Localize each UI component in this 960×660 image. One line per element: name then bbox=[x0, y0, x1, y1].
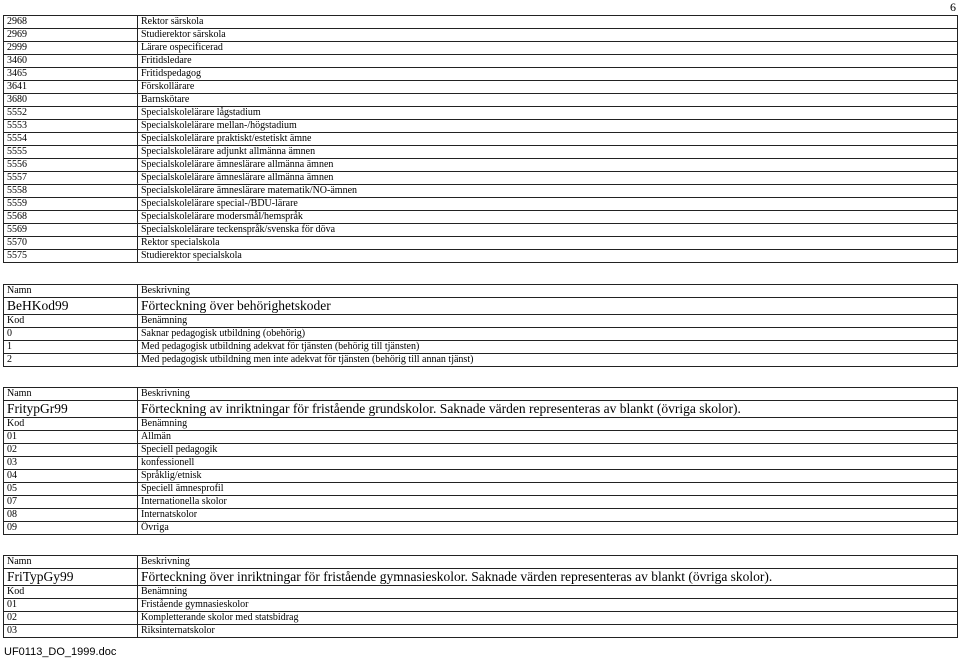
header-kod: Kod bbox=[4, 586, 138, 599]
table-row bbox=[4, 172, 958, 185]
code-cell: 0 bbox=[4, 328, 138, 341]
code-cell: 1 bbox=[4, 341, 138, 354]
table-row bbox=[4, 444, 958, 457]
code-cell: 3465 bbox=[4, 68, 138, 81]
description-cell: Riksinternatskolor bbox=[138, 625, 958, 638]
table-row bbox=[4, 29, 958, 42]
code-cell: 04 bbox=[4, 470, 138, 483]
code-cell: 5554 bbox=[4, 133, 138, 146]
table-row bbox=[4, 341, 958, 354]
roles-code-table bbox=[3, 15, 958, 263]
code-cell: 5553 bbox=[4, 120, 138, 133]
description-cell: Internatskolor bbox=[138, 509, 958, 522]
table-body bbox=[4, 388, 958, 535]
description-cell: Speciell pedagogik bbox=[138, 444, 958, 457]
code-cell: 5557 bbox=[4, 172, 138, 185]
code-cell: 02 bbox=[4, 612, 138, 625]
code-cell: 5559 bbox=[4, 198, 138, 211]
table-row bbox=[4, 120, 958, 133]
table-row bbox=[4, 509, 958, 522]
table-row bbox=[4, 470, 958, 483]
header-benamning: Benämning bbox=[138, 586, 958, 599]
header-namn: Namn bbox=[4, 388, 138, 401]
description-cell: Barnskötare bbox=[138, 94, 958, 107]
code-cell: 05 bbox=[4, 483, 138, 496]
table-body bbox=[4, 285, 958, 367]
table-row bbox=[4, 237, 958, 250]
header-beskrivning: Beskrivning bbox=[138, 556, 958, 569]
table-row bbox=[4, 16, 958, 29]
title-row bbox=[4, 569, 958, 586]
header-benamning: Benämning bbox=[138, 315, 958, 328]
description-cell: Specialskolelärare adjunkt allmänna ämnen bbox=[138, 146, 958, 159]
description-cell: Med pedagogisk utbildning adekvat för tjänsten (behörig till tjänsten) bbox=[138, 341, 958, 354]
description-cell: Specialskolelärare lågstadium bbox=[138, 107, 958, 120]
code-cell: 07 bbox=[4, 496, 138, 509]
header-kod: Kod bbox=[4, 418, 138, 431]
code-cell: 5568 bbox=[4, 211, 138, 224]
description-cell: Kompletterande skolor med statsbidrag bbox=[138, 612, 958, 625]
table-row bbox=[4, 522, 958, 535]
code-cell: 09 bbox=[4, 522, 138, 535]
table-row bbox=[4, 68, 958, 81]
table-row bbox=[4, 599, 958, 612]
header-namn: Namn bbox=[4, 285, 138, 298]
table-row bbox=[4, 625, 958, 638]
table-row bbox=[4, 198, 958, 211]
table-row bbox=[4, 94, 958, 107]
code-cell: 5558 bbox=[4, 185, 138, 198]
code-cell: 5556 bbox=[4, 159, 138, 172]
code-cell: 5570 bbox=[4, 237, 138, 250]
header-kod: Kod bbox=[4, 315, 138, 328]
description-cell: Språklig/etnisk bbox=[138, 470, 958, 483]
code-cell: 3460 bbox=[4, 55, 138, 68]
behkod-table bbox=[3, 284, 958, 367]
header-row bbox=[4, 418, 958, 431]
table-row bbox=[4, 224, 958, 237]
table-row bbox=[4, 431, 958, 444]
code-cell: 03 bbox=[4, 625, 138, 638]
table-row bbox=[4, 81, 958, 94]
code-cell: 2968 bbox=[4, 16, 138, 29]
header-namn: Namn bbox=[4, 556, 138, 569]
classification-name: BeHKod99 bbox=[4, 298, 138, 315]
table-row bbox=[4, 483, 958, 496]
description-cell: Specialskolelärare modersmål/hemspråk bbox=[138, 211, 958, 224]
table-row bbox=[4, 250, 958, 263]
code-cell: 5555 bbox=[4, 146, 138, 159]
table-row bbox=[4, 496, 958, 509]
title-row bbox=[4, 298, 958, 315]
description-cell: Rektor specialskola bbox=[138, 237, 958, 250]
fritypgr-table bbox=[3, 387, 958, 535]
table-row bbox=[4, 55, 958, 68]
classification-description: Förteckning av inriktningar för fristående grundskolor. Saknade värden representeras av blankt (övriga skolor). bbox=[138, 401, 958, 418]
table-row bbox=[4, 612, 958, 625]
description-cell: Studierektor specialskola bbox=[138, 250, 958, 263]
classification-name: FritypGr99 bbox=[4, 401, 138, 418]
table-row bbox=[4, 133, 958, 146]
classification-name: FriTypGy99 bbox=[4, 569, 138, 586]
description-cell: Rektor särskola bbox=[138, 16, 958, 29]
description-cell: Specialskolelärare ämneslärare allmänna ämnen bbox=[138, 172, 958, 185]
table-row bbox=[4, 159, 958, 172]
code-cell: 03 bbox=[4, 457, 138, 470]
code-cell: 2999 bbox=[4, 42, 138, 55]
header-row bbox=[4, 556, 958, 569]
description-cell: Specialskolelärare special-/BDU-lärare bbox=[138, 198, 958, 211]
code-cell: 02 bbox=[4, 444, 138, 457]
table-body bbox=[4, 556, 958, 638]
table-row bbox=[4, 42, 958, 55]
description-cell: Specialskolelärare ämneslärare allmänna ämnen bbox=[138, 159, 958, 172]
code-cell: 01 bbox=[4, 431, 138, 444]
description-cell: Saknar pedagogisk utbildning (obehörig) bbox=[138, 328, 958, 341]
classification-description: Förteckning över inriktningar för fristående gymnasieskolor. Saknade värden representeras av blankt (övriga skolor). bbox=[138, 569, 958, 586]
classification-description: Förteckning över behörighetskoder bbox=[138, 298, 958, 315]
description-cell: Övriga bbox=[138, 522, 958, 535]
code-cell: 2969 bbox=[4, 29, 138, 42]
code-cell: 5575 bbox=[4, 250, 138, 263]
description-cell: Lärare ospecificerad bbox=[138, 42, 958, 55]
table-body bbox=[4, 16, 958, 263]
fritypgy-table bbox=[3, 555, 958, 638]
code-cell: 2 bbox=[4, 354, 138, 367]
table-row bbox=[4, 185, 958, 198]
code-cell: 3641 bbox=[4, 81, 138, 94]
header-beskrivning: Beskrivning bbox=[138, 388, 958, 401]
header-row bbox=[4, 285, 958, 298]
table-row bbox=[4, 328, 958, 341]
description-cell: Internationella skolor bbox=[138, 496, 958, 509]
code-cell: 5569 bbox=[4, 224, 138, 237]
header-row bbox=[4, 586, 958, 599]
description-cell: Specialskolelärare mellan-/högstadium bbox=[138, 120, 958, 133]
description-cell: konfessionell bbox=[138, 457, 958, 470]
description-cell: Fristående gymnasieskolor bbox=[138, 599, 958, 612]
header-row bbox=[4, 388, 958, 401]
header-row bbox=[4, 315, 958, 328]
code-cell: 3680 bbox=[4, 94, 138, 107]
description-cell: Specialskolelärare ämneslärare matematik/NO-ämnen bbox=[138, 185, 958, 198]
description-cell: Fritidsledare bbox=[138, 55, 958, 68]
description-cell: Speciell ämnesprofil bbox=[138, 483, 958, 496]
footer-filename: UF0113_DO_1999.doc bbox=[4, 646, 117, 658]
table-row bbox=[4, 457, 958, 470]
title-row bbox=[4, 401, 958, 418]
description-cell: Specialskolelärare praktiskt/estetiskt ämne bbox=[138, 133, 958, 146]
description-cell: Med pedagogisk utbildning men inte adekvat för tjänsten (behörig till annan tjänst) bbox=[138, 354, 958, 367]
code-cell: 5552 bbox=[4, 107, 138, 120]
table-row bbox=[4, 211, 958, 224]
table-row bbox=[4, 146, 958, 159]
description-cell: Studierektor särskola bbox=[138, 29, 958, 42]
code-cell: 01 bbox=[4, 599, 138, 612]
description-cell: Specialskolelärare teckenspråk/svenska för döva bbox=[138, 224, 958, 237]
description-cell: Förskollärare bbox=[138, 81, 958, 94]
description-cell: Fritidspedagog bbox=[138, 68, 958, 81]
header-benamning: Benämning bbox=[138, 418, 958, 431]
table-row bbox=[4, 354, 958, 367]
header-beskrivning: Beskrivning bbox=[138, 285, 958, 298]
table-row bbox=[4, 107, 958, 120]
page-number: 6 bbox=[950, 0, 956, 14]
description-cell: Allmän bbox=[138, 431, 958, 444]
code-cell: 08 bbox=[4, 509, 138, 522]
